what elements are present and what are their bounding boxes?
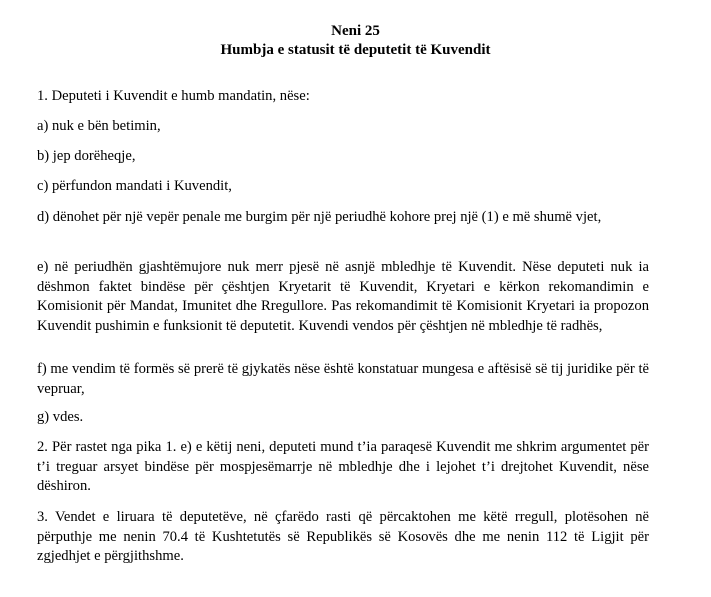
item-c: c) përfundon mandati i Kuvendit, [37, 178, 232, 194]
article-number: Neni 25 [331, 23, 380, 39]
paragraph-1-intro: 1. Deputeti i Kuvendit e humb mandatin, nëse: [37, 88, 310, 104]
item-a: a) nuk e bën betimin, [37, 118, 161, 134]
item-b: b) jep dorëheqje, [37, 148, 136, 164]
item-g: g) vdes. [37, 409, 84, 425]
item-e: e) në periudhën gjashtëmujore nuk merr pjesë në asnjë mbledhje të Kuvendit. Nëse deputeti nuk ia dëshmon faktet bindëse për çështjen Kryetarit të Kuvendit, Kryetari e kërkon rekomandimin e Komisionit për Mandat, Imunitet dhe Rregullore. Pas rekomandimit të Komisionit Kryetari ia propozon Kuvendit pushimin e funksionit të deputetit. Kuvendi vendos për çështjen në mbledhje të radhës, [37, 259, 649, 334]
item-f: f) me vendim të formës së prerë të gjykatës nëse është konstatuar mungesa e aftësisë së tij juridike për të vepruar, [37, 361, 649, 397]
item-d: d) dënohet për një vepër penale me burgim për një periudhë kohore prej një (1) e më shumë vjet, [37, 209, 602, 225]
paragraph-3: 3. Vendet e liruara të deputetëve, në çfarëdo rasti që përcaktohen me këtë rregull, plotësohen në përputhje me nenin 70.4 të Kushtetutës së Republikës së Kosovës dhe me nenin 112 të Ligjit për zgjedhjet e përgjithshme. [37, 509, 649, 564]
article-title: Humbja e statusit të deputetit të Kuvendit [220, 42, 491, 58]
paragraph-2: 2. Për rastet nga pika 1. e) e këtij neni, deputeti mund t’ia paraqesë Kuvendit me shkrim argumentet për t’i treguar arsyet bindëse për mospjesëmarrje në mbledhje dhe i lejohet t’i drejtohet Kuvendit, nëse dëshiron. [37, 439, 649, 494]
